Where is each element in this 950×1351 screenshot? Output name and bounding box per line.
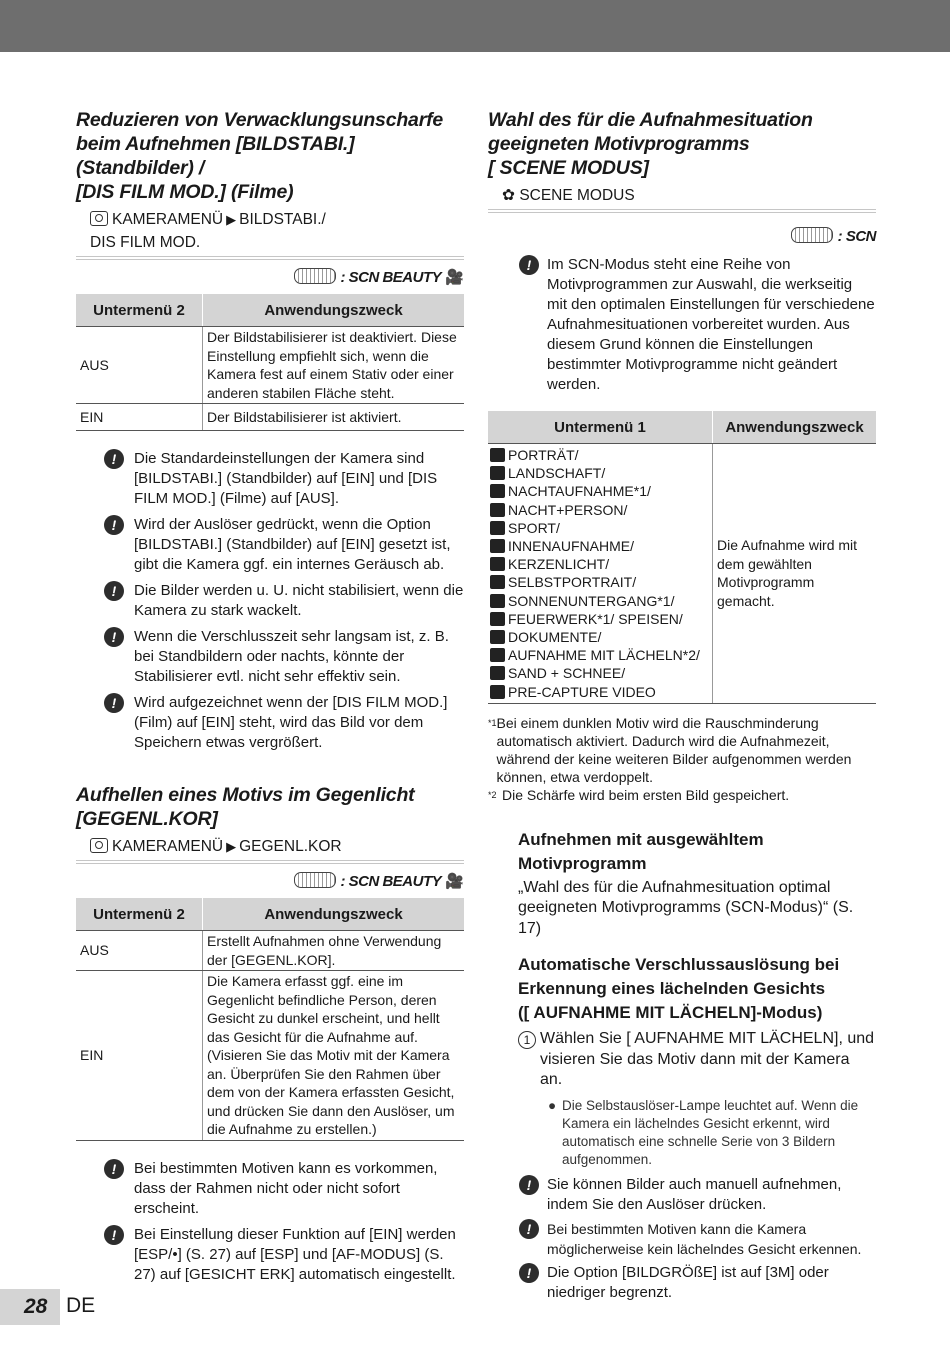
header-bar bbox=[0, 0, 950, 52]
warning-icon: ! bbox=[104, 627, 124, 647]
title-line: geeigneten Motivprogramms bbox=[488, 133, 750, 155]
table-cell: EIN bbox=[76, 404, 203, 431]
scene-item: SAND + SCHNEE/ bbox=[490, 664, 710, 682]
night-scene-icon bbox=[490, 484, 505, 498]
note-item: ! Wird aufgezeichnet wenn der [DIS FILM MOD.] (Film) auf [EIN] steht, wird das Bild vor dem Speichern etwas vergrößert. bbox=[76, 693, 464, 753]
step: 1 Wählen Sie [ AUFNAHME MIT LÄCHELN], und visieren Sie das Motiv dann mit der Kamera an. bbox=[518, 1029, 876, 1091]
page-language: DE bbox=[66, 1294, 96, 1317]
note-item: ! Die Standardeinstellungen der Kamera sind [BILDSTABI.] (Standbilder) auf [EIN] und [DIS FILM MOD.] (Filme) auf [AUS]. bbox=[76, 449, 464, 509]
mode-dial-icon bbox=[294, 872, 336, 888]
table-row bbox=[76, 931, 464, 971]
motiv-block bbox=[488, 828, 876, 1169]
warning-icon: ! bbox=[104, 693, 124, 713]
right-column bbox=[488, 108, 876, 1307]
documents-icon bbox=[490, 630, 505, 644]
table-row bbox=[76, 404, 464, 431]
scene-item: NACHT+PERSON/ bbox=[490, 501, 710, 519]
mode-indicator bbox=[76, 872, 464, 890]
scene-item: SELBSTPORTRAIT/ bbox=[490, 573, 710, 591]
section-title-bildstabi bbox=[76, 108, 464, 204]
self-portrait-icon bbox=[490, 575, 505, 589]
warning-icon: ! bbox=[104, 1225, 124, 1245]
bullet: ● Die Selbstauslöser-Lampe leuchtet auf. Wenn die Kamera ein lächelndes Gesicht erkennt, wird automatisch eine schnelle Serie von 3 Bildern aufgenommen. bbox=[548, 1097, 859, 1167]
section-title-scene bbox=[488, 108, 876, 180]
footnote: *1 Bei einem dunklen Motiv wird die Rauschminderung automatisch aktiviert. Dadurch wird die Aufnahmezeit, während der keine weiteren Bilder aufgenommen werden können, etwa verdoppelt. bbox=[488, 714, 852, 785]
smile-shot-icon bbox=[490, 648, 505, 662]
notes-list bbox=[76, 449, 464, 753]
submenu-table bbox=[76, 294, 464, 431]
scene-item: FEUERWERK*1/ SPEISEN/ bbox=[490, 610, 710, 628]
scene-item: PORTRÄT/ bbox=[490, 446, 710, 464]
sunset-icon bbox=[490, 594, 505, 608]
fireworks-icon bbox=[490, 612, 505, 626]
note-item: ! Wird der Auslöser gedrückt, wenn die Option [BILDSTABI.] (Standbilder) auf [EIN] gesetzt ist, gibt die Kamera ggf. ein internes Geräusch ab. bbox=[76, 515, 464, 575]
pre-capture-icon bbox=[490, 685, 505, 699]
warning-icon: ! bbox=[519, 1175, 539, 1195]
note-item: ! Die Option [BILDGRÖßE] ist auf [3M] oder niedriger begrenzt. bbox=[488, 1263, 876, 1303]
snow-icon bbox=[490, 666, 505, 680]
section-title-gegenlicht bbox=[76, 783, 464, 831]
modes-text: : SCN bbox=[837, 228, 876, 245]
page-number-box bbox=[0, 1289, 60, 1325]
table-cell: Die Kamera erfasst ggf. eine im Gegenlicht befindliche Person, deren Gesicht zu dunkel erscheint, und hellt das Gesicht für die Aufnahme auf. (Visieren Sie das Motiv mit der Kamera an. Überprüfen Sie den Rahmen über dem von der Kamera erfassten Gesicht, und drücken Sie dann den Auslöser, um die Aufnahme zu erstellen.) bbox=[203, 971, 465, 1141]
step-number: 1 bbox=[518, 1031, 536, 1049]
arrow-right-icon: ▶ bbox=[226, 212, 237, 227]
notes-list bbox=[488, 1175, 876, 1303]
indoor-icon bbox=[490, 539, 505, 553]
modes-text: : SCN BEAUTY bbox=[340, 873, 442, 890]
note-item: ! Die Bilder werden u. U. nicht stabilisiert, wenn die Kamera zu stark wackelt. bbox=[76, 581, 464, 621]
table-cell: Der Bildstabilisierer ist aktiviert. bbox=[203, 404, 465, 431]
warning-icon: ! bbox=[104, 449, 124, 469]
page-number: 28 bbox=[24, 1295, 48, 1318]
table-cell: AUS bbox=[76, 931, 203, 971]
note-item: ! Bei bestimmten Motiven kann die Kamera möglicherweise kein lächelndes Gesicht erkennen. bbox=[488, 1219, 876, 1259]
note-item: ! Bei Einstellung dieser Funktion auf [EIN] werden [ESP/•] (S. 27) auf [ESP] und [AF-MODUS] (S. 27) auf [GESICHT ERK] automatisch eingestellt. bbox=[76, 1225, 464, 1285]
note-item: ! Sie können Bilder auch manuell aufnehmen, indem Sie den Auslöser drücken. bbox=[488, 1175, 876, 1215]
warning-icon: ! bbox=[519, 255, 539, 275]
warning-icon: ! bbox=[519, 1263, 539, 1283]
camera-menu-icon bbox=[90, 211, 108, 226]
note-item: ! Bei bestimmten Motiven kann es vorkommen, dass der Rahmen nicht oder nicht sofort erscheint. bbox=[76, 1159, 464, 1219]
footnotes bbox=[488, 714, 876, 804]
table-cell: Erstellt Aufnahmen ohne Verwendung der [GEGENL.KOR]. bbox=[203, 931, 465, 971]
warning-icon: ! bbox=[104, 581, 124, 601]
movie-icon: 🎥 bbox=[445, 873, 464, 890]
sport-icon bbox=[490, 521, 505, 535]
submenu-table bbox=[76, 898, 464, 1141]
subheading: Aufnehmen mit ausgewähltem Motivprogramm bbox=[518, 829, 764, 873]
warning-icon: ! bbox=[519, 1219, 539, 1239]
scene-item: INNENAUFNAHME/ bbox=[490, 537, 710, 555]
night-portrait-icon bbox=[490, 503, 505, 517]
path-item: DIS FILM MOD. bbox=[90, 234, 201, 251]
scene-list-cell bbox=[488, 444, 713, 704]
title-line: [DIS FILM MOD.] (Filme) bbox=[76, 181, 294, 203]
paragraph: „Wahl des für die Aufnahmesituation optimal geeigneten Motivprogramms (SCN-Modus)“ (S. 17) bbox=[518, 878, 854, 937]
title-line: Reduzieren von Verwacklungsunscharfe bbox=[76, 109, 444, 131]
table-header: Untermenü 2 bbox=[76, 294, 203, 327]
scene-item: KERZENLICHT/ bbox=[490, 555, 710, 573]
path-menu: KAMERAMENÜ bbox=[112, 211, 224, 228]
table-header: Untermenü 1 bbox=[488, 411, 713, 444]
camera-menu-icon bbox=[90, 838, 108, 853]
path-menu: KAMERAMENÜ bbox=[112, 838, 224, 855]
table-cell: Der Bildstabilisierer ist deaktiviert. Diese Einstellung empfiehlt sich, wenn die Kamera fest auf einem Stativ oder einer anderen stabilen Fläche steht. bbox=[203, 327, 465, 404]
notes-list bbox=[76, 1159, 464, 1285]
title-line: beim Aufnehmen [BILDSTABI.] (Standbilder) / bbox=[76, 133, 355, 179]
scene-item: NACHTAUFNAHME*1/ bbox=[490, 482, 710, 500]
modes-text: : SCN BEAUTY bbox=[340, 269, 442, 286]
table-row bbox=[76, 327, 464, 404]
note-item: ! Wenn die Verschlusszeit sehr langsam ist, z. B. bei Standbildern oder nachts, könnte der Stabilisierer evtl. nicht sehr effektiv sein. bbox=[76, 627, 464, 687]
mode-indicator bbox=[76, 268, 464, 286]
movie-icon: 🎥 bbox=[445, 269, 464, 286]
subheading: Automatische Verschlussauslösung bei Erkennung eines lächelnden Gesichts ([ AUFNAHME MIT LÄCHELN]-Modus) bbox=[518, 955, 840, 1023]
left-column bbox=[76, 108, 464, 1291]
menu-path bbox=[488, 184, 876, 213]
mode-indicator bbox=[488, 227, 876, 245]
path-item: BILDSTABI./ bbox=[239, 211, 326, 228]
mode-dial-icon bbox=[294, 268, 336, 284]
menu-path bbox=[76, 835, 464, 864]
table-header: Anwendungszweck bbox=[203, 294, 465, 327]
title-line: [ SCENE MODUS] bbox=[488, 157, 649, 179]
path-item: GEGENL.KOR bbox=[239, 838, 342, 855]
table-cell: EIN bbox=[76, 971, 203, 1141]
footnote: *2 Die Schärfe wird beim ersten Bild gespeichert. bbox=[488, 786, 790, 803]
bullet-icon: ● bbox=[548, 1097, 557, 1113]
path-item: SCENE MODUS bbox=[519, 187, 635, 204]
candle-icon bbox=[490, 557, 505, 571]
title-line: Wahl des für die Aufnahmesituation bbox=[488, 109, 813, 131]
landscape-icon bbox=[490, 466, 505, 480]
scene-item: SONNENUNTERGANG*1/ bbox=[490, 592, 710, 610]
warning-icon: ! bbox=[104, 515, 124, 535]
table-row bbox=[76, 971, 464, 1141]
table-header: Anwendungszweck bbox=[203, 898, 465, 931]
scene-icon: ✿ bbox=[502, 187, 515, 204]
table-header: Untermenü 2 bbox=[76, 898, 203, 931]
scene-item: SPORT/ bbox=[490, 519, 710, 537]
scene-item: AUFNAHME MIT LÄCHELN*2/ bbox=[490, 646, 710, 664]
scene-submenu-table bbox=[488, 411, 876, 704]
note-item: ! Im SCN-Modus steht eine Reihe von Motivprogrammen zur Auswahl, die werkseitig mit den optimalen Einstellungen für verschiedene Aufnahmesituationen vorbereitet wurden. Aus diesem Grund können die Einstellungen bestimmter Motivprogramme nicht geändert werden. bbox=[488, 255, 876, 395]
title-line: Aufhellen eines Motivs im Gegenlicht bbox=[76, 784, 415, 806]
portrait-icon bbox=[490, 448, 505, 462]
arrow-right-icon: ▶ bbox=[226, 839, 237, 854]
table-header: Anwendungszweck bbox=[713, 411, 877, 444]
menu-path bbox=[76, 208, 464, 260]
table-row bbox=[488, 444, 876, 704]
mode-dial-icon bbox=[791, 227, 833, 243]
table-cell: Die Aufnahme wird mit dem gewählten Motivprogramm gemacht. bbox=[713, 444, 877, 704]
scene-item: PRE-CAPTURE VIDEO bbox=[490, 683, 710, 701]
table-cell: AUS bbox=[76, 327, 203, 404]
scene-item: LANDSCHAFT/ bbox=[490, 464, 710, 482]
scene-item: DOKUMENTE/ bbox=[490, 628, 710, 646]
warning-icon: ! bbox=[104, 1159, 124, 1179]
title-line: [GEGENL.KOR] bbox=[76, 808, 218, 830]
